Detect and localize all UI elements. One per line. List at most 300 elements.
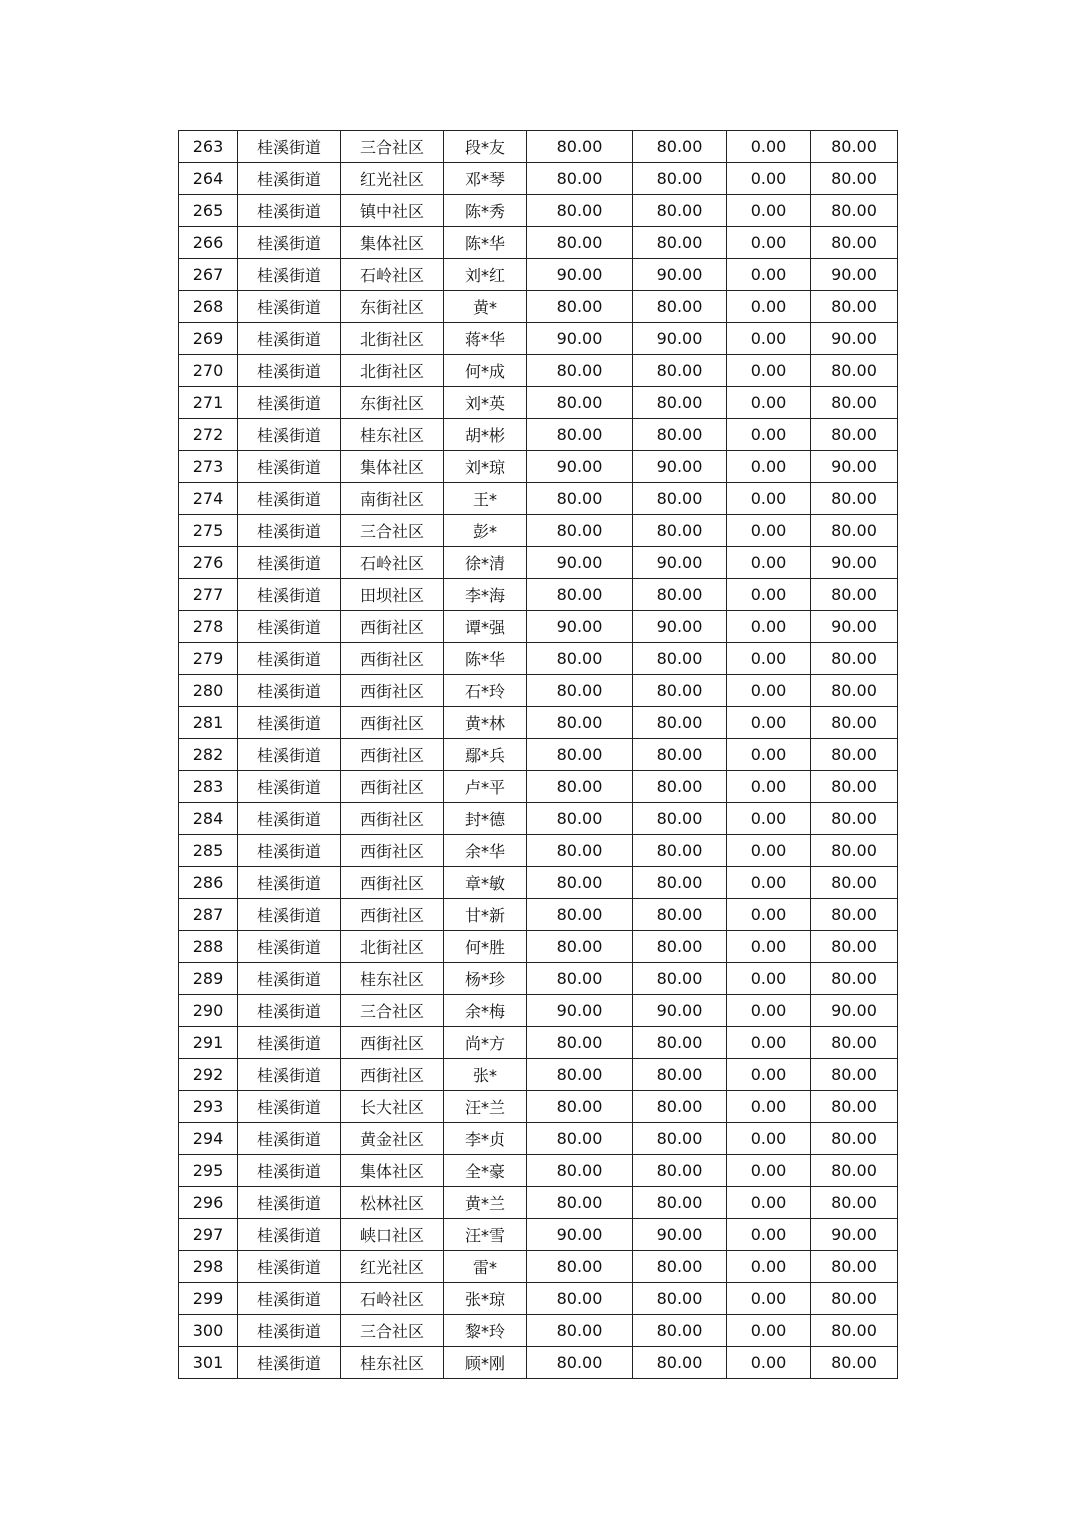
street-cell: 桂溪街道 <box>238 835 341 867</box>
community-cell: 北街社区 <box>341 323 444 355</box>
row-number-cell: 272 <box>179 419 238 451</box>
amount-cell: 0.00 <box>727 259 811 291</box>
amount-cell: 80.00 <box>633 1187 727 1219</box>
name-cell: 陈*秀 <box>444 195 527 227</box>
amount-cell: 0.00 <box>727 1123 811 1155</box>
amount-cell: 90.00 <box>527 611 633 643</box>
street-cell: 桂溪街道 <box>238 1315 341 1347</box>
row-number-cell: 280 <box>179 675 238 707</box>
community-cell: 西街社区 <box>341 1027 444 1059</box>
row-number-cell: 288 <box>179 931 238 963</box>
amount-cell: 0.00 <box>727 451 811 483</box>
row-number-cell: 295 <box>179 1155 238 1187</box>
name-cell: 李*贞 <box>444 1123 527 1155</box>
amount-cell: 0.00 <box>727 995 811 1027</box>
amount-cell: 0.00 <box>727 1059 811 1091</box>
amount-cell: 80.00 <box>633 227 727 259</box>
table-row <box>179 387 898 419</box>
table-row <box>179 1251 898 1283</box>
table-row <box>179 1155 898 1187</box>
amount-cell: 0.00 <box>727 1251 811 1283</box>
name-cell: 全*豪 <box>444 1155 527 1187</box>
name-cell: 尚*方 <box>444 1027 527 1059</box>
amount-cell: 80.00 <box>633 515 727 547</box>
community-cell: 西街社区 <box>341 739 444 771</box>
name-cell: 邓*琴 <box>444 163 527 195</box>
amount-cell: 80.00 <box>811 1251 898 1283</box>
name-cell: 鄢*兵 <box>444 739 527 771</box>
amount-cell: 80.00 <box>527 195 633 227</box>
amount-cell: 0.00 <box>727 867 811 899</box>
community-cell: 西街社区 <box>341 611 444 643</box>
amount-cell: 80.00 <box>527 1347 633 1379</box>
amount-cell: 80.00 <box>811 355 898 387</box>
row-number-cell: 274 <box>179 483 238 515</box>
amount-cell: 90.00 <box>811 547 898 579</box>
street-cell: 桂溪街道 <box>238 579 341 611</box>
amount-cell: 0.00 <box>727 1187 811 1219</box>
amount-cell: 80.00 <box>811 835 898 867</box>
amount-cell: 80.00 <box>633 771 727 803</box>
amount-cell: 0.00 <box>727 195 811 227</box>
row-number-cell: 281 <box>179 707 238 739</box>
name-cell: 刘*英 <box>444 387 527 419</box>
name-cell: 李*海 <box>444 579 527 611</box>
amount-cell: 90.00 <box>527 451 633 483</box>
amount-cell: 0.00 <box>727 1283 811 1315</box>
amount-cell: 80.00 <box>527 419 633 451</box>
amount-cell: 80.00 <box>811 1283 898 1315</box>
community-cell: 西街社区 <box>341 899 444 931</box>
amount-cell: 0.00 <box>727 547 811 579</box>
row-number-cell: 294 <box>179 1123 238 1155</box>
table-row <box>179 1347 898 1379</box>
community-cell: 三合社区 <box>341 131 444 163</box>
row-number-cell: 285 <box>179 835 238 867</box>
row-number-cell: 264 <box>179 163 238 195</box>
community-cell: 集体社区 <box>341 1155 444 1187</box>
row-number-cell: 292 <box>179 1059 238 1091</box>
name-cell: 黄*林 <box>444 707 527 739</box>
name-cell: 封*德 <box>444 803 527 835</box>
community-cell: 南街社区 <box>341 483 444 515</box>
amount-cell: 80.00 <box>811 643 898 675</box>
amount-cell: 80.00 <box>527 355 633 387</box>
table-row <box>179 963 898 995</box>
street-cell: 桂溪街道 <box>238 1251 341 1283</box>
community-cell: 红光社区 <box>341 1251 444 1283</box>
amount-cell: 80.00 <box>527 835 633 867</box>
row-number-cell: 287 <box>179 899 238 931</box>
name-cell: 谭*强 <box>444 611 527 643</box>
table-row <box>179 1123 898 1155</box>
row-number-cell: 275 <box>179 515 238 547</box>
amount-cell: 80.00 <box>811 1187 898 1219</box>
amount-cell: 80.00 <box>633 419 727 451</box>
amount-cell: 0.00 <box>727 771 811 803</box>
community-cell: 西街社区 <box>341 1059 444 1091</box>
community-cell: 西街社区 <box>341 707 444 739</box>
community-cell: 北街社区 <box>341 355 444 387</box>
amount-cell: 80.00 <box>633 963 727 995</box>
amount-cell: 80.00 <box>811 227 898 259</box>
row-number-cell: 278 <box>179 611 238 643</box>
community-cell: 峡口社区 <box>341 1219 444 1251</box>
amount-cell: 80.00 <box>633 131 727 163</box>
amount-cell: 80.00 <box>527 739 633 771</box>
amount-cell: 80.00 <box>633 1027 727 1059</box>
amount-cell: 80.00 <box>633 835 727 867</box>
amount-cell: 80.00 <box>811 163 898 195</box>
table-row <box>179 227 898 259</box>
amount-cell: 80.00 <box>811 899 898 931</box>
row-number-cell: 296 <box>179 1187 238 1219</box>
amount-cell: 80.00 <box>811 419 898 451</box>
street-cell: 桂溪街道 <box>238 643 341 675</box>
amount-cell: 80.00 <box>633 803 727 835</box>
amount-cell: 80.00 <box>527 707 633 739</box>
street-cell: 桂溪街道 <box>238 1091 341 1123</box>
amount-cell: 80.00 <box>633 195 727 227</box>
amount-cell: 80.00 <box>811 739 898 771</box>
table-row <box>179 1283 898 1315</box>
name-cell: 石*玲 <box>444 675 527 707</box>
street-cell: 桂溪街道 <box>238 387 341 419</box>
amount-cell: 0.00 <box>727 1347 811 1379</box>
amount-cell: 80.00 <box>527 867 633 899</box>
row-number-cell: 282 <box>179 739 238 771</box>
name-cell: 黄* <box>444 291 527 323</box>
row-number-cell: 279 <box>179 643 238 675</box>
name-cell: 黎*玲 <box>444 1315 527 1347</box>
amount-cell: 80.00 <box>633 867 727 899</box>
amount-cell: 0.00 <box>727 483 811 515</box>
name-cell: 顾*刚 <box>444 1347 527 1379</box>
table-row <box>179 611 898 643</box>
amount-cell: 80.00 <box>811 803 898 835</box>
amount-cell: 0.00 <box>727 1155 811 1187</box>
amount-cell: 80.00 <box>527 291 633 323</box>
amount-cell: 80.00 <box>527 579 633 611</box>
amount-cell: 0.00 <box>727 163 811 195</box>
community-cell: 松林社区 <box>341 1187 444 1219</box>
amount-cell: 90.00 <box>527 323 633 355</box>
amount-cell: 0.00 <box>727 643 811 675</box>
amount-cell: 80.00 <box>527 387 633 419</box>
amount-cell: 0.00 <box>727 1219 811 1251</box>
amount-cell: 80.00 <box>633 1347 727 1379</box>
community-cell: 西街社区 <box>341 803 444 835</box>
table-row <box>179 1219 898 1251</box>
table-row <box>179 483 898 515</box>
table-row <box>179 1059 898 1091</box>
amount-cell: 80.00 <box>527 163 633 195</box>
row-number-cell: 286 <box>179 867 238 899</box>
name-cell: 彭* <box>444 515 527 547</box>
amount-cell: 80.00 <box>527 643 633 675</box>
amount-cell: 90.00 <box>633 611 727 643</box>
amount-cell: 80.00 <box>811 1027 898 1059</box>
amount-cell: 80.00 <box>811 1059 898 1091</box>
row-number-cell: 277 <box>179 579 238 611</box>
community-cell: 西街社区 <box>341 771 444 803</box>
table-row <box>179 643 898 675</box>
street-cell: 桂溪街道 <box>238 1027 341 1059</box>
street-cell: 桂溪街道 <box>238 419 341 451</box>
street-cell: 桂溪街道 <box>238 1219 341 1251</box>
amount-cell: 80.00 <box>633 1251 727 1283</box>
street-cell: 桂溪街道 <box>238 803 341 835</box>
table-row <box>179 803 898 835</box>
row-number-cell: 270 <box>179 355 238 387</box>
name-cell: 汪*兰 <box>444 1091 527 1123</box>
community-cell: 东街社区 <box>341 291 444 323</box>
name-cell: 章*敏 <box>444 867 527 899</box>
name-cell: 杨*珍 <box>444 963 527 995</box>
community-cell: 集体社区 <box>341 227 444 259</box>
name-cell: 卢*平 <box>444 771 527 803</box>
table-row <box>179 1315 898 1347</box>
name-cell: 段*友 <box>444 131 527 163</box>
amount-cell: 80.00 <box>811 1155 898 1187</box>
amount-cell: 80.00 <box>811 1091 898 1123</box>
community-cell: 西街社区 <box>341 867 444 899</box>
name-cell: 雷* <box>444 1251 527 1283</box>
table-row <box>179 995 898 1027</box>
amount-cell: 0.00 <box>727 835 811 867</box>
amount-cell: 80.00 <box>527 931 633 963</box>
table-row <box>179 131 898 163</box>
row-number-cell: 299 <box>179 1283 238 1315</box>
table-row <box>179 931 898 963</box>
street-cell: 桂溪街道 <box>238 1123 341 1155</box>
amount-cell: 80.00 <box>811 195 898 227</box>
row-number-cell: 269 <box>179 323 238 355</box>
name-cell: 陈*华 <box>444 643 527 675</box>
amount-cell: 80.00 <box>527 1027 633 1059</box>
row-number-cell: 267 <box>179 259 238 291</box>
street-cell: 桂溪街道 <box>238 1283 341 1315</box>
row-number-cell: 268 <box>179 291 238 323</box>
community-cell: 桂东社区 <box>341 963 444 995</box>
name-cell: 甘*新 <box>444 899 527 931</box>
amount-cell: 80.00 <box>811 515 898 547</box>
table-row <box>179 355 898 387</box>
amount-cell: 80.00 <box>811 707 898 739</box>
row-number-cell: 291 <box>179 1027 238 1059</box>
amount-cell: 80.00 <box>633 355 727 387</box>
table-row <box>179 163 898 195</box>
name-cell: 张* <box>444 1059 527 1091</box>
table-body <box>179 131 898 1379</box>
amount-cell: 80.00 <box>811 1315 898 1347</box>
amount-cell: 80.00 <box>811 1347 898 1379</box>
street-cell: 桂溪街道 <box>238 483 341 515</box>
table-row <box>179 707 898 739</box>
amount-cell: 90.00 <box>811 259 898 291</box>
name-cell: 王* <box>444 483 527 515</box>
street-cell: 桂溪街道 <box>238 355 341 387</box>
amount-cell: 90.00 <box>633 323 727 355</box>
community-cell: 三合社区 <box>341 515 444 547</box>
name-cell: 刘*琼 <box>444 451 527 483</box>
street-cell: 桂溪街道 <box>238 675 341 707</box>
amount-cell: 0.00 <box>727 387 811 419</box>
amount-cell: 80.00 <box>633 387 727 419</box>
amount-cell: 80.00 <box>633 707 727 739</box>
name-cell: 张*琼 <box>444 1283 527 1315</box>
table-row <box>179 291 898 323</box>
amount-cell: 80.00 <box>811 387 898 419</box>
amount-cell: 0.00 <box>727 323 811 355</box>
amount-cell: 0.00 <box>727 1315 811 1347</box>
row-number-cell: 290 <box>179 995 238 1027</box>
amount-cell: 0.00 <box>727 227 811 259</box>
table-row <box>179 771 898 803</box>
amount-cell: 80.00 <box>527 803 633 835</box>
name-cell: 蒋*华 <box>444 323 527 355</box>
table-row <box>179 195 898 227</box>
row-number-cell: 301 <box>179 1347 238 1379</box>
street-cell: 桂溪街道 <box>238 931 341 963</box>
community-cell: 镇中社区 <box>341 195 444 227</box>
amount-cell: 0.00 <box>727 515 811 547</box>
community-cell: 红光社区 <box>341 163 444 195</box>
street-cell: 桂溪街道 <box>238 707 341 739</box>
amount-cell: 0.00 <box>727 675 811 707</box>
table-row <box>179 835 898 867</box>
row-number-cell: 283 <box>179 771 238 803</box>
amount-cell: 80.00 <box>633 1283 727 1315</box>
name-cell: 何*胜 <box>444 931 527 963</box>
amount-cell: 0.00 <box>727 899 811 931</box>
amount-cell: 80.00 <box>527 1155 633 1187</box>
name-cell: 余*梅 <box>444 995 527 1027</box>
name-cell: 徐*清 <box>444 547 527 579</box>
amount-cell: 80.00 <box>633 643 727 675</box>
amount-cell: 0.00 <box>727 355 811 387</box>
street-cell: 桂溪街道 <box>238 1347 341 1379</box>
amount-cell: 90.00 <box>527 259 633 291</box>
amount-cell: 80.00 <box>527 131 633 163</box>
row-number-cell: 298 <box>179 1251 238 1283</box>
street-cell: 桂溪街道 <box>238 739 341 771</box>
amount-cell: 80.00 <box>527 1283 633 1315</box>
street-cell: 桂溪街道 <box>238 323 341 355</box>
street-cell: 桂溪街道 <box>238 867 341 899</box>
amount-cell: 80.00 <box>527 963 633 995</box>
amount-cell: 80.00 <box>811 867 898 899</box>
amount-cell: 80.00 <box>633 739 727 771</box>
table-row <box>179 419 898 451</box>
row-number-cell: 265 <box>179 195 238 227</box>
amount-cell: 80.00 <box>633 579 727 611</box>
amount-cell: 80.00 <box>811 931 898 963</box>
amount-cell: 80.00 <box>633 1059 727 1091</box>
name-cell: 陈*华 <box>444 227 527 259</box>
name-cell: 汪*雪 <box>444 1219 527 1251</box>
amount-cell: 0.00 <box>727 803 811 835</box>
community-cell: 集体社区 <box>341 451 444 483</box>
street-cell: 桂溪街道 <box>238 995 341 1027</box>
amount-cell: 80.00 <box>633 899 727 931</box>
community-cell: 桂东社区 <box>341 1347 444 1379</box>
name-cell: 余*华 <box>444 835 527 867</box>
community-cell: 石岭社区 <box>341 547 444 579</box>
amount-cell: 90.00 <box>527 547 633 579</box>
amount-cell: 80.00 <box>527 1187 633 1219</box>
table-row <box>179 1027 898 1059</box>
amount-cell: 80.00 <box>633 291 727 323</box>
amount-cell: 0.00 <box>727 131 811 163</box>
row-number-cell: 300 <box>179 1315 238 1347</box>
amount-cell: 90.00 <box>527 1219 633 1251</box>
table-row <box>179 867 898 899</box>
street-cell: 桂溪街道 <box>238 611 341 643</box>
row-number-cell: 284 <box>179 803 238 835</box>
amount-cell: 90.00 <box>633 547 727 579</box>
street-cell: 桂溪街道 <box>238 1155 341 1187</box>
amount-cell: 0.00 <box>727 1027 811 1059</box>
community-cell: 石岭社区 <box>341 259 444 291</box>
amount-cell: 0.00 <box>727 291 811 323</box>
table-row <box>179 323 898 355</box>
community-cell: 石岭社区 <box>341 1283 444 1315</box>
row-number-cell: 297 <box>179 1219 238 1251</box>
community-cell: 西街社区 <box>341 835 444 867</box>
amount-cell: 80.00 <box>811 1123 898 1155</box>
amount-cell: 0.00 <box>727 739 811 771</box>
name-cell: 胡*彬 <box>444 419 527 451</box>
row-number-cell: 263 <box>179 131 238 163</box>
amount-cell: 80.00 <box>527 1059 633 1091</box>
amount-cell: 80.00 <box>633 1123 727 1155</box>
street-cell: 桂溪街道 <box>238 899 341 931</box>
table-row <box>179 547 898 579</box>
street-cell: 桂溪街道 <box>238 1187 341 1219</box>
amount-cell: 90.00 <box>811 323 898 355</box>
street-cell: 桂溪街道 <box>238 515 341 547</box>
amount-cell: 0.00 <box>727 963 811 995</box>
name-cell: 黄*兰 <box>444 1187 527 1219</box>
street-cell: 桂溪街道 <box>238 131 341 163</box>
amount-cell: 90.00 <box>633 995 727 1027</box>
amount-cell: 90.00 <box>633 259 727 291</box>
table-row <box>179 451 898 483</box>
amount-cell: 0.00 <box>727 1091 811 1123</box>
amount-cell: 80.00 <box>527 675 633 707</box>
street-cell: 桂溪街道 <box>238 451 341 483</box>
community-cell: 三合社区 <box>341 995 444 1027</box>
street-cell: 桂溪街道 <box>238 547 341 579</box>
amount-cell: 80.00 <box>811 675 898 707</box>
row-number-cell: 293 <box>179 1091 238 1123</box>
community-cell: 黄金社区 <box>341 1123 444 1155</box>
amount-cell: 80.00 <box>811 579 898 611</box>
amount-cell: 0.00 <box>727 931 811 963</box>
amount-cell: 80.00 <box>633 931 727 963</box>
table-row <box>179 1187 898 1219</box>
name-cell: 何*成 <box>444 355 527 387</box>
table-row <box>179 1091 898 1123</box>
amount-cell: 90.00 <box>633 451 727 483</box>
table-row <box>179 675 898 707</box>
amount-cell: 80.00 <box>527 771 633 803</box>
amount-cell: 80.00 <box>527 1251 633 1283</box>
amount-cell: 90.00 <box>811 451 898 483</box>
amount-cell: 80.00 <box>811 771 898 803</box>
amount-cell: 80.00 <box>633 483 727 515</box>
